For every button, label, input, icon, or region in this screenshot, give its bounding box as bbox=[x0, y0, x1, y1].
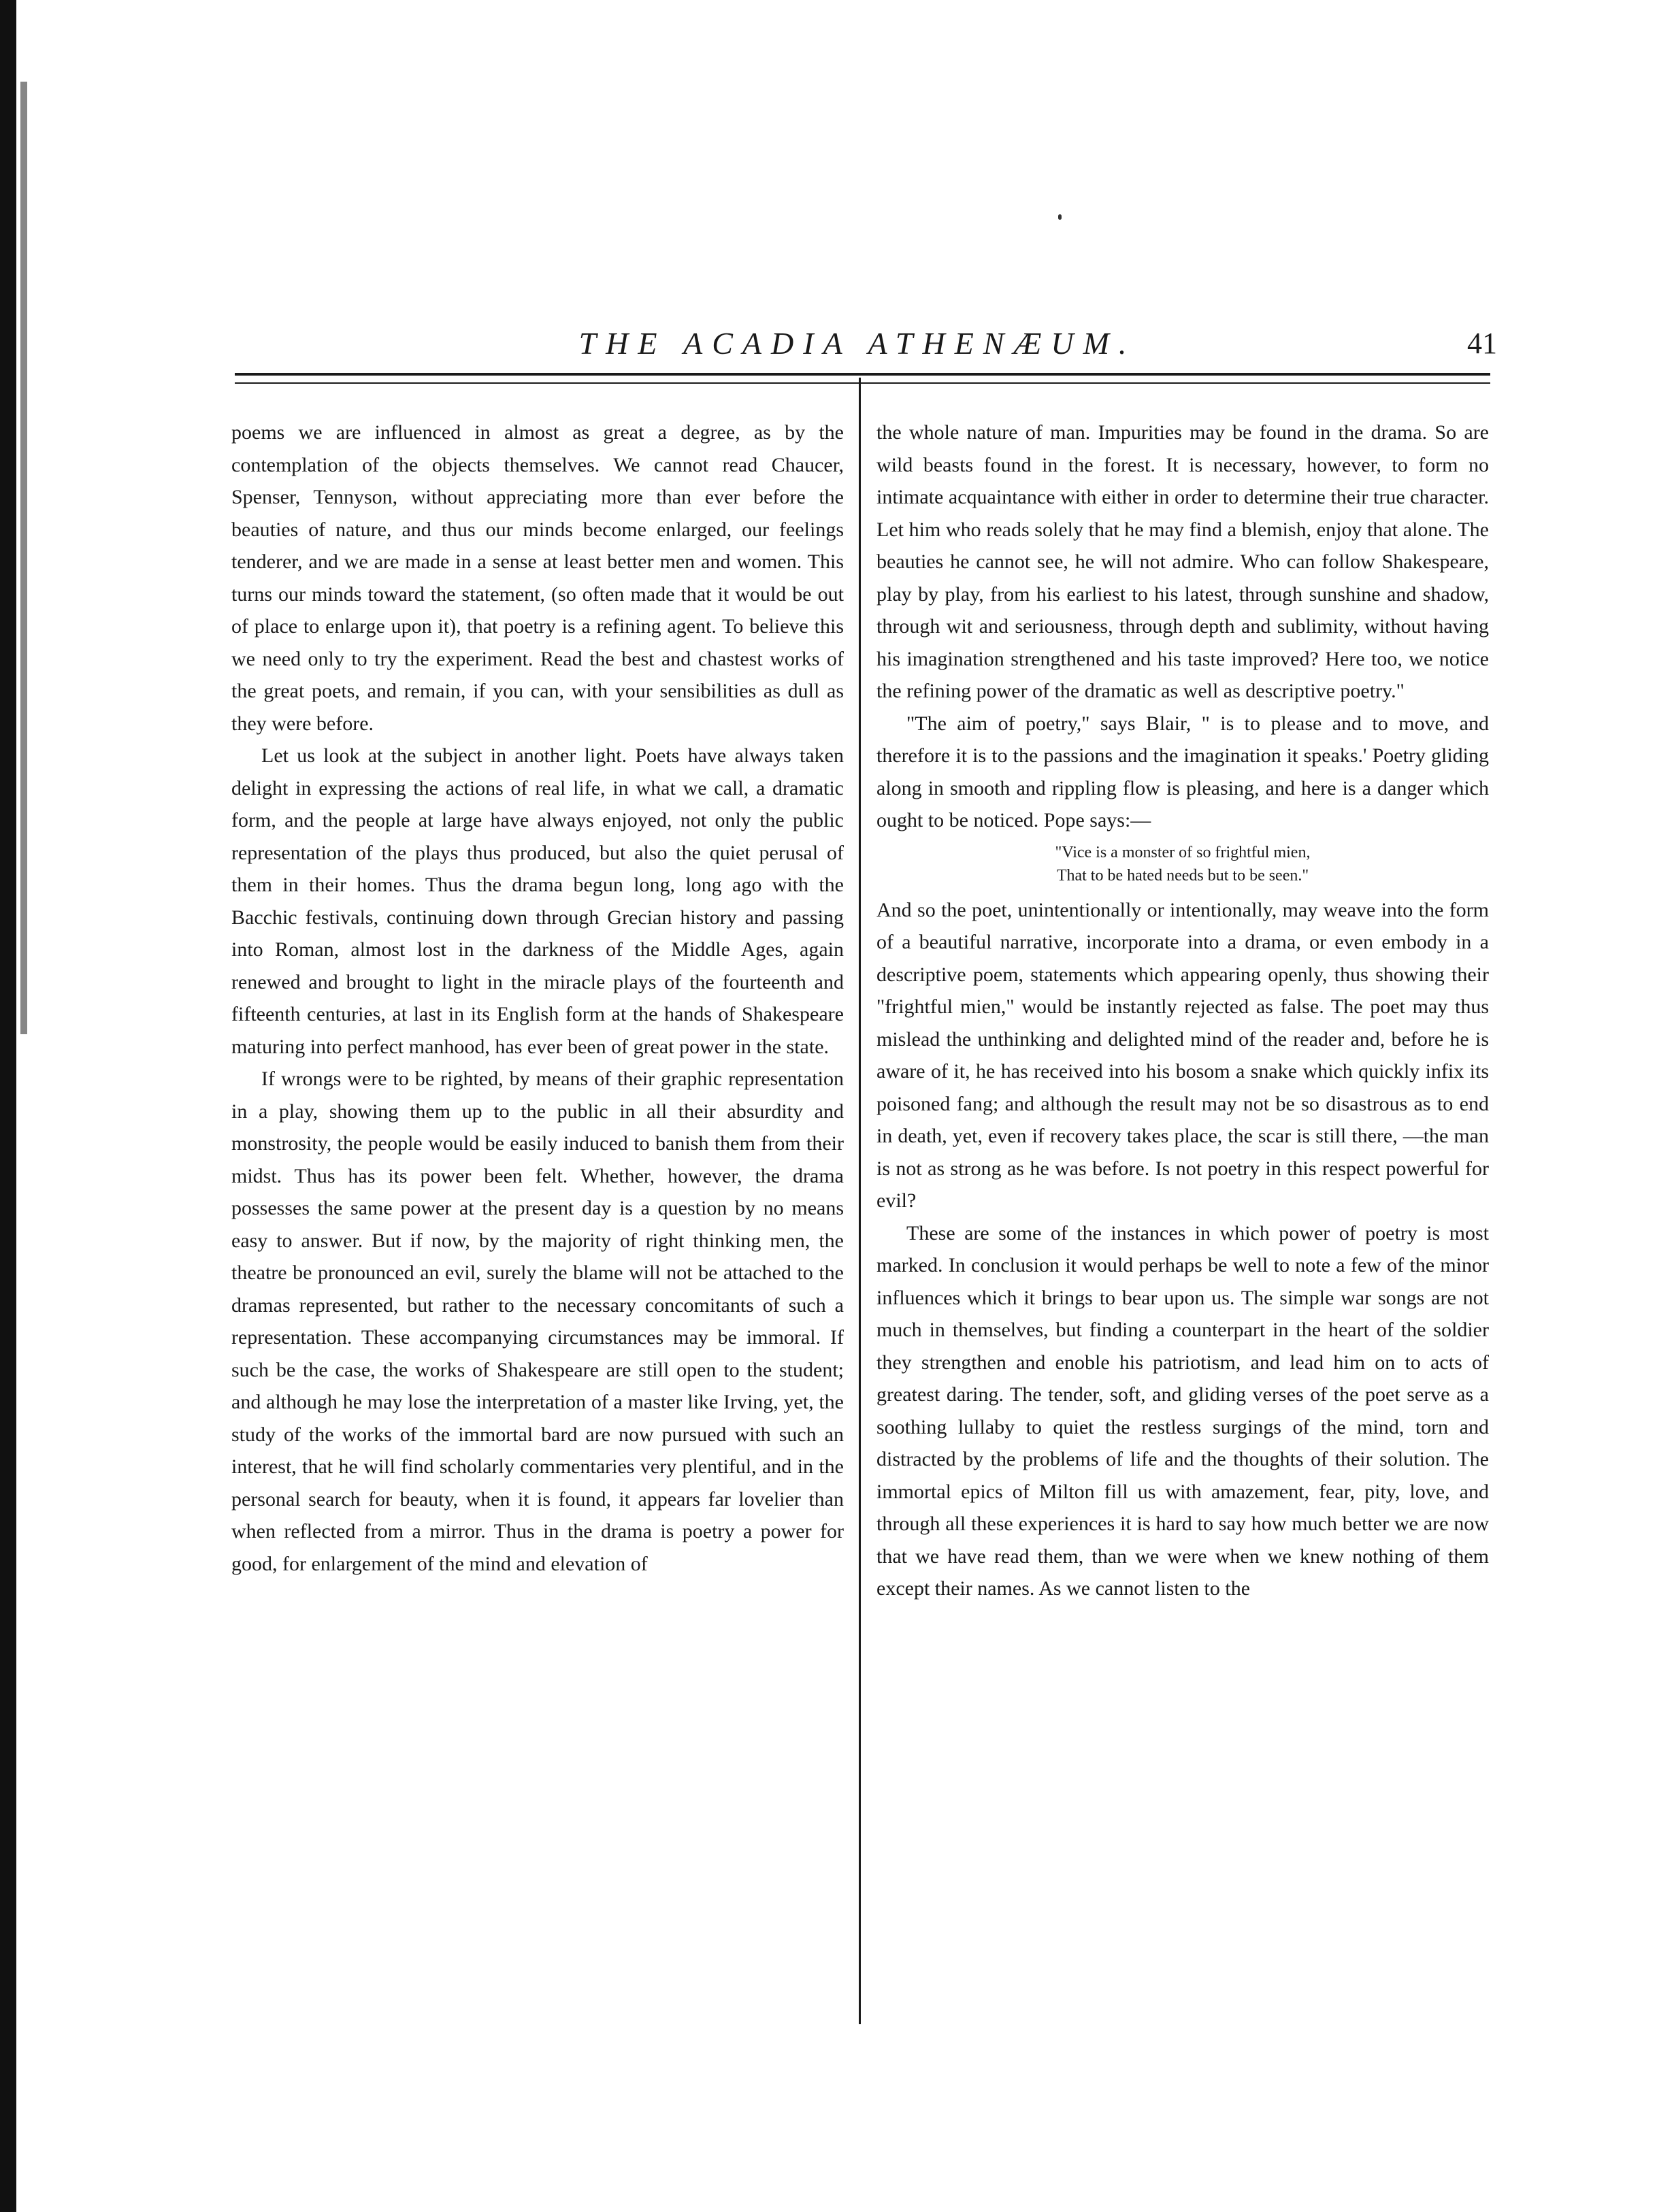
left-column bbox=[231, 416, 844, 1580]
paragraph: poems we are influenced in almost as great a degree, as by the contemplation of the objects themselves. We cannot read Chaucer, Spenser, Tennyson, without appreciating more than ever before the beauties of nature, and thus our minds become enlarged, our feelings tenderer, and we are made in a sense at least better men and women. This turns our minds toward the statement, (so often made that it would be out of place to enlarge upon it), that poetry is a refining agent. To believe this we need only to try the experiment. Read the best and chastest works of the great poets, and remain, if you can, with your sensibilities as dull as they were before. bbox=[231, 421, 844, 735]
header-rule-thick bbox=[235, 373, 1490, 376]
page-binding-shadow bbox=[20, 82, 27, 1034]
page-number: 41 bbox=[1467, 327, 1497, 360]
paragraph: And so the poet, unintentionally or intentionally, may weave into the form of a beautiful narrative, incorporate into a drama, or even embody in a descriptive poem, statements which appearing openly, thus showing their "frightful mien," would be instantly rejected as false. The poet may thus mislead the unthinking and delighted mind of the reader and, before he is aware of it, he has received into his bosom a snake which quickly infix its poisoned fang; and although the result may not be so disastrous as to end in death, yet, even if recovery takes place, the scar is still there, —the man is not as strong as he was before. Is not poetry in this respect powerful for evil? bbox=[876, 898, 1489, 1212]
paragraph: "The aim of poetry," says Blair, " is to please and to move, and therefore it is to the passions and the imagination it speaks.' Poetry gliding along in smooth and rippling flow is pleasing, and here is a danger which ought to be noticed. Pope says:— bbox=[876, 712, 1489, 831]
column-divider bbox=[859, 378, 861, 2024]
running-title: THE ACADIA ATHENÆUM. bbox=[578, 326, 1136, 361]
header-rule-thin bbox=[235, 382, 1490, 384]
quote-line: That to be hated needs but to be seen." bbox=[1056, 866, 1309, 885]
page-binding-edge bbox=[0, 0, 16, 2212]
quote-line: "Vice is a monster of so frightful mien, bbox=[1055, 843, 1311, 861]
paragraph: Let us look at the subject in another light. Poets have always taken delight in expressing the actions of real life, in what we call, a dramatic form, and the people at large have always enjoyed, not only the public representation of the plays thus produced, but also the quiet perusal of them in their homes. Thus the drama begun long, long ago with the Bacchic festivals, continuing down through Grecian history and passing into Roman, almost lost in the darkness of the Middle Ages, again renewed and brought to light in the miracle plays of the fourteenth and fifteenth centuries, at last in its English form at the hands of Shakespeare maturing into perfect manhood, has ever been of great power in the state. bbox=[231, 744, 844, 1058]
paragraph: the whole nature of man. Impurities may be found in the drama. So are wild beasts found in the forest. It is necessary, however, to form no intimate acquaintance with either in order to determine their true character. Let him who reads solely that he may find a blemish, enjoy that alone. The beauties he cannot see, he will not admire. Who can follow Shakespeare, play by play, from his earliest to his latest, through sunshine and shadow, through wit and seriousness, through depth and sublimity, without having his imagination strengthened and his taste improved? Here too, we notice the refining power of the dramatic as well as descriptive poetry." bbox=[876, 421, 1489, 702]
print-speck bbox=[1058, 214, 1062, 220]
right-column bbox=[876, 416, 1489, 1605]
block-quote bbox=[876, 841, 1489, 887]
paragraph: If wrongs were to be righted, by means of their graphic representation in a play, showing them up to the public in all their absurdity and monstrosity, the people would be easily induced to banish them from their midst. Thus has its power been felt. Whether, however, the drama possesses the same power at the present day is a question by no means easy to answer. But if now, by the majority of right thinking men, the theatre be pronounced an evil, surely the blame will not be attached to the dramas represented, but rather to the necessary concomitants of such a representation. These accompanying circumstances may be immoral. If such be the case, the works of Shakespeare are still open to the student; and although he may lose the interpretation of a master like Irving, yet, the study of the works of the immortal bard are now pursued with such an interest, that he will find scholarly commentaries very plentiful, and in the personal search for beauty, when it is found, it appears far lovelier than when reflected from a mirror. Thus in the drama is poetry a power for good, for enlargement of the mind and elevation of bbox=[231, 1068, 844, 1575]
paragraph: These are some of the instances in which power of poetry is most marked. In conclusion it would perhaps be well to note a few of the minor influences which it brings to bear upon us. The simple war songs are not much in themselves, but finding a counterpart in the heart of the soldier they strengthen and enoble his patriotism, and lead him on to acts of greatest daring. The tender, soft, and gliding verses of the poet serve as a soothing lullaby to quiet the restless surgings of the mind, torn and distracted by the problems of life and the thoughts of their solution. The immortal epics of Milton fill us with amazement, fear, pity, love, and through all these experiences it is hard to say how much better we are now that we have read them, than we were when we knew nothing of them except their names. As we cannot listen to the bbox=[876, 1221, 1489, 1600]
page-header bbox=[231, 320, 1497, 367]
